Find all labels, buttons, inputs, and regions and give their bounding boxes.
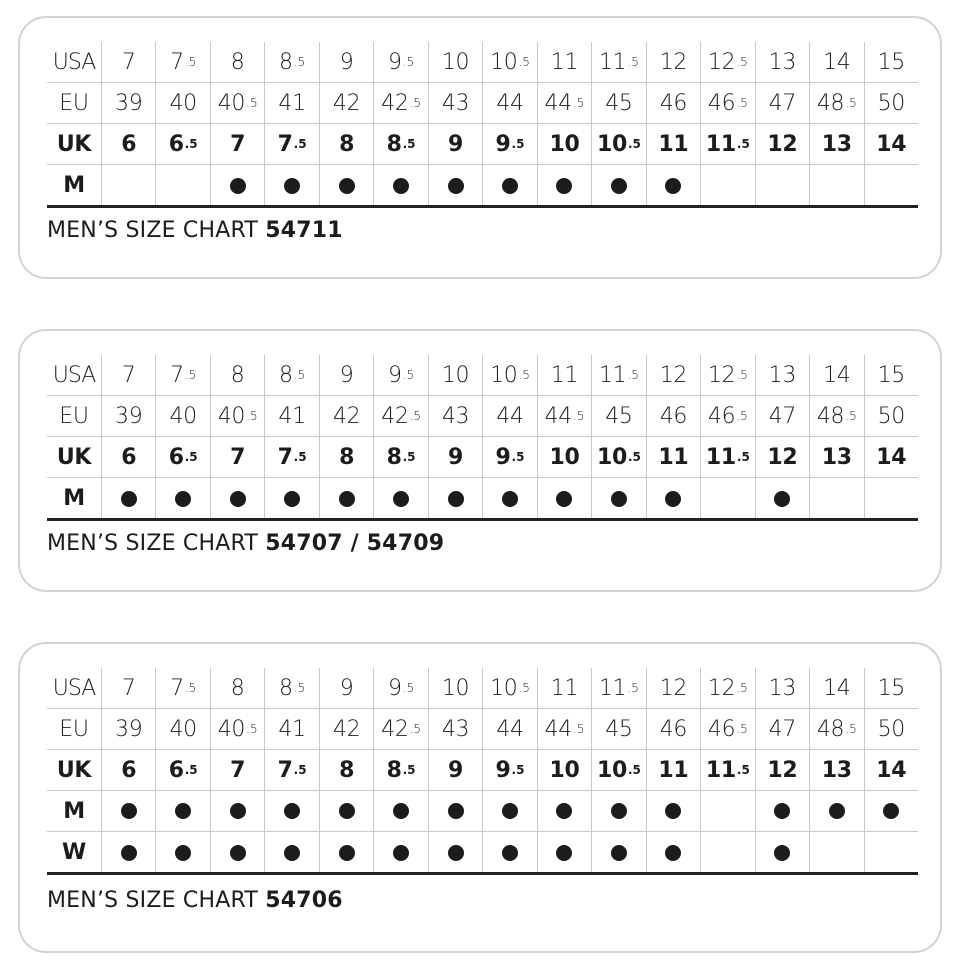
availability-cell bbox=[537, 478, 591, 519]
size-cell: 42 .5 bbox=[373, 709, 427, 750]
availability-cell bbox=[482, 791, 536, 832]
size-cell: 8 bbox=[319, 437, 373, 478]
size-cell: 42 bbox=[319, 83, 373, 124]
size-cell: 11 bbox=[646, 750, 700, 791]
availability-cell bbox=[210, 832, 264, 873]
availability-cell bbox=[537, 165, 591, 206]
size-cell: 8 .5 bbox=[264, 668, 318, 709]
available-dot-icon bbox=[665, 491, 681, 507]
size-cell: 7 .5 bbox=[155, 355, 209, 396]
available-dot-icon bbox=[339, 845, 355, 861]
size-cell: 9 bbox=[428, 437, 482, 478]
availability-cell bbox=[373, 832, 427, 873]
chart-caption: MEN’S SIZE CHART 54706 bbox=[47, 888, 343, 913]
size-cell: 48 .5 bbox=[809, 83, 863, 124]
size-cell: 39 bbox=[101, 396, 155, 437]
available-dot-icon bbox=[339, 178, 355, 194]
size-cell: 44 bbox=[482, 396, 536, 437]
size-cell: 42 bbox=[319, 396, 373, 437]
size-cell: 14 bbox=[809, 668, 863, 709]
size-cell: 6 .5 bbox=[155, 750, 209, 791]
size-cell: 15 bbox=[864, 355, 918, 396]
availability-cell bbox=[755, 791, 809, 832]
available-dot-icon bbox=[121, 491, 137, 507]
availability-cell bbox=[101, 165, 155, 206]
size-cell: 13 bbox=[809, 750, 863, 791]
size-cell: 40 bbox=[155, 396, 209, 437]
availability-cell bbox=[537, 791, 591, 832]
availability-cell bbox=[700, 165, 754, 206]
size-cell: 10 bbox=[428, 355, 482, 396]
size-cell: 14 bbox=[864, 437, 918, 478]
size-cell: 10 .5 bbox=[482, 42, 536, 83]
size-cell: 12 bbox=[646, 355, 700, 396]
available-dot-icon bbox=[448, 491, 464, 507]
size-cell: 10 bbox=[428, 668, 482, 709]
size-cell: 50 bbox=[864, 83, 918, 124]
row-label-width-m: M bbox=[63, 486, 85, 511]
size-cell: 9 bbox=[319, 42, 373, 83]
size-cell: 40 .5 bbox=[210, 709, 264, 750]
available-dot-icon bbox=[393, 845, 409, 861]
size-cell: 8 bbox=[210, 355, 264, 396]
size-cell: 44 bbox=[482, 709, 536, 750]
size-cell: 9 .5 bbox=[373, 668, 427, 709]
row-label-usa: USA bbox=[47, 668, 101, 709]
available-dot-icon bbox=[502, 491, 518, 507]
size-cell: 42 .5 bbox=[373, 83, 427, 124]
size-cell: 10 .5 bbox=[591, 750, 645, 791]
availability-cell bbox=[319, 832, 373, 873]
size-cell: 45 bbox=[591, 396, 645, 437]
size-cell: 13 bbox=[809, 437, 863, 478]
available-dot-icon bbox=[502, 178, 518, 194]
availability-cell bbox=[101, 791, 155, 832]
size-cell: 11 .5 bbox=[700, 750, 754, 791]
availability-cell bbox=[373, 791, 427, 832]
availability-cell bbox=[646, 791, 700, 832]
available-dot-icon bbox=[175, 803, 191, 819]
size-cell: 39 bbox=[101, 709, 155, 750]
availability-cell bbox=[646, 165, 700, 206]
size-cell: 14 bbox=[864, 750, 918, 791]
size-cell: 11 bbox=[646, 437, 700, 478]
availability-cell bbox=[864, 791, 918, 832]
row-label-usa: USA bbox=[47, 42, 101, 83]
size-cell: 7 bbox=[101, 42, 155, 83]
size-cell: 7 bbox=[101, 355, 155, 396]
size-cell: 11 .5 bbox=[591, 355, 645, 396]
size-cell: 9 .5 bbox=[482, 750, 536, 791]
size-chart-card-54706 bbox=[18, 642, 942, 953]
size-cell: 50 bbox=[864, 709, 918, 750]
availability-cell bbox=[210, 478, 264, 519]
size-cell: 6 bbox=[101, 124, 155, 165]
size-cell: 46 .5 bbox=[700, 709, 754, 750]
size-cell: 13 bbox=[809, 124, 863, 165]
size-cell: 44 bbox=[482, 83, 536, 124]
availability-cell bbox=[591, 165, 645, 206]
availability-cell bbox=[428, 832, 482, 873]
available-dot-icon bbox=[502, 845, 518, 861]
available-dot-icon bbox=[230, 491, 246, 507]
size-cell: 48 .5 bbox=[809, 709, 863, 750]
size-cell: 7 bbox=[210, 750, 264, 791]
size-cell: 14 bbox=[809, 355, 863, 396]
available-dot-icon bbox=[611, 178, 627, 194]
size-cell: 9 bbox=[428, 124, 482, 165]
size-cell: 10 .5 bbox=[482, 355, 536, 396]
table-rule bbox=[47, 872, 918, 875]
available-dot-icon bbox=[121, 845, 137, 861]
availability-cell bbox=[646, 478, 700, 519]
availability-cell bbox=[755, 832, 809, 873]
size-cell: 10 bbox=[537, 750, 591, 791]
availability-cell bbox=[319, 165, 373, 206]
availability-cell bbox=[210, 165, 264, 206]
size-cell: 7 bbox=[210, 124, 264, 165]
size-cell: 9 bbox=[319, 355, 373, 396]
availability-cell bbox=[864, 165, 918, 206]
size-cell: 13 bbox=[755, 668, 809, 709]
size-cell: 7 bbox=[210, 437, 264, 478]
row-label-eu: EU bbox=[47, 709, 101, 750]
available-dot-icon bbox=[448, 803, 464, 819]
size-cell: 9 .5 bbox=[482, 124, 536, 165]
size-cell: 47 bbox=[755, 83, 809, 124]
available-dot-icon bbox=[611, 491, 627, 507]
size-cell: 8 bbox=[210, 42, 264, 83]
availability-cell bbox=[428, 791, 482, 832]
model-number: 54706 bbox=[265, 888, 343, 913]
size-grid bbox=[47, 42, 918, 206]
availability-cell bbox=[264, 791, 318, 832]
row-label-usa: USA bbox=[47, 355, 101, 396]
available-dot-icon bbox=[665, 178, 681, 194]
availability-cell bbox=[482, 165, 536, 206]
size-cell: 13 bbox=[755, 355, 809, 396]
available-dot-icon bbox=[556, 845, 572, 861]
size-cell: 8 .5 bbox=[373, 437, 427, 478]
size-cell: 10 .5 bbox=[591, 124, 645, 165]
available-dot-icon bbox=[556, 491, 572, 507]
size-cell: 12 bbox=[755, 124, 809, 165]
size-grid bbox=[47, 668, 918, 873]
size-cell: 10 bbox=[537, 437, 591, 478]
size-cell: 9 .5 bbox=[373, 42, 427, 83]
available-dot-icon bbox=[339, 491, 355, 507]
size-cell: 41 bbox=[264, 83, 318, 124]
size-cell: 11 .5 bbox=[700, 124, 754, 165]
size-cell: 8 .5 bbox=[264, 42, 318, 83]
availability-cell bbox=[591, 791, 645, 832]
available-dot-icon bbox=[774, 491, 790, 507]
size-cell: 12 bbox=[646, 42, 700, 83]
availability-cell bbox=[700, 832, 754, 873]
size-cell: 10 .5 bbox=[591, 437, 645, 478]
available-dot-icon bbox=[284, 845, 300, 861]
size-cell: 12 bbox=[646, 668, 700, 709]
availability-cell bbox=[755, 165, 809, 206]
size-cell: 41 bbox=[264, 396, 318, 437]
size-cell: 12 .5 bbox=[700, 668, 754, 709]
available-dot-icon bbox=[665, 845, 681, 861]
availability-cell bbox=[482, 478, 536, 519]
size-cell: 7 bbox=[101, 668, 155, 709]
size-cell: 9 bbox=[319, 668, 373, 709]
available-dot-icon bbox=[284, 803, 300, 819]
available-dot-icon bbox=[175, 845, 191, 861]
availability-cell bbox=[809, 165, 863, 206]
available-dot-icon bbox=[556, 803, 572, 819]
size-cell: 6 bbox=[101, 750, 155, 791]
availability-cell bbox=[700, 478, 754, 519]
size-cell: 40 bbox=[155, 83, 209, 124]
availability-cell bbox=[646, 832, 700, 873]
size-cell: 8 bbox=[319, 750, 373, 791]
size-cell: 42 .5 bbox=[373, 396, 427, 437]
available-dot-icon bbox=[393, 803, 409, 819]
available-dot-icon bbox=[611, 845, 627, 861]
size-cell: 8 .5 bbox=[373, 750, 427, 791]
availability-cell bbox=[155, 791, 209, 832]
size-cell: 43 bbox=[428, 709, 482, 750]
availability-cell bbox=[210, 791, 264, 832]
size-cell: 6 bbox=[101, 437, 155, 478]
size-cell: 11 bbox=[646, 124, 700, 165]
size-cell: 11 .5 bbox=[700, 437, 754, 478]
size-cell: 9 .5 bbox=[482, 437, 536, 478]
available-dot-icon bbox=[448, 845, 464, 861]
available-dot-icon bbox=[284, 178, 300, 194]
row-label-eu: EU bbox=[47, 396, 101, 437]
size-cell: 7 .5 bbox=[264, 750, 318, 791]
size-cell: 47 bbox=[755, 709, 809, 750]
available-dot-icon bbox=[829, 803, 845, 819]
size-cell: 6 .5 bbox=[155, 437, 209, 478]
size-cell: 8 bbox=[319, 124, 373, 165]
available-dot-icon bbox=[774, 803, 790, 819]
size-cell: 40 bbox=[155, 709, 209, 750]
size-cell: 41 bbox=[264, 709, 318, 750]
size-cell: 50 bbox=[864, 396, 918, 437]
table-rule bbox=[47, 518, 918, 521]
size-cell: 11 bbox=[537, 668, 591, 709]
available-dot-icon bbox=[774, 845, 790, 861]
available-dot-icon bbox=[339, 803, 355, 819]
size-cell: 46 .5 bbox=[700, 83, 754, 124]
availability-cell bbox=[428, 165, 482, 206]
size-cell: 11 bbox=[537, 42, 591, 83]
size-cell: 7 .5 bbox=[264, 124, 318, 165]
size-cell: 10 .5 bbox=[482, 668, 536, 709]
availability-cell bbox=[101, 832, 155, 873]
available-dot-icon bbox=[883, 803, 899, 819]
availability-cell bbox=[264, 832, 318, 873]
size-cell: 11 .5 bbox=[591, 668, 645, 709]
model-number: 54707 / 54709 bbox=[265, 531, 445, 556]
availability-cell bbox=[373, 478, 427, 519]
availability-cell bbox=[537, 832, 591, 873]
available-dot-icon bbox=[175, 491, 191, 507]
size-cell: 12 bbox=[755, 437, 809, 478]
availability-cell bbox=[591, 832, 645, 873]
size-cell: 46 bbox=[646, 396, 700, 437]
size-cell: 14 bbox=[809, 42, 863, 83]
size-cell: 46 bbox=[646, 709, 700, 750]
size-cell: 15 bbox=[864, 668, 918, 709]
row-label-uk: UK bbox=[47, 437, 101, 478]
chart-caption: MEN’S SIZE CHART 54711 bbox=[47, 218, 343, 243]
available-dot-icon bbox=[284, 491, 300, 507]
size-cell: 39 bbox=[101, 83, 155, 124]
availability-cell bbox=[482, 832, 536, 873]
size-cell: 9 .5 bbox=[373, 355, 427, 396]
size-cell: 43 bbox=[428, 396, 482, 437]
row-label-width-m: M bbox=[47, 791, 101, 832]
availability-cell bbox=[809, 832, 863, 873]
size-cell: 9 bbox=[428, 750, 482, 791]
size-cell: 40 .5 bbox=[210, 396, 264, 437]
available-dot-icon bbox=[230, 178, 246, 194]
size-cell: 46 .5 bbox=[700, 396, 754, 437]
chart-caption: MEN’S SIZE CHART 54707 / 54709 bbox=[47, 531, 445, 556]
size-cell: 44 .5 bbox=[537, 83, 591, 124]
size-cell: 10 bbox=[537, 124, 591, 165]
row-label-width-m: M bbox=[63, 173, 85, 198]
size-grid bbox=[47, 355, 918, 519]
size-cell: 48 .5 bbox=[809, 396, 863, 437]
available-dot-icon bbox=[502, 803, 518, 819]
size-cell: 46 bbox=[646, 83, 700, 124]
size-cell: 14 bbox=[864, 124, 918, 165]
size-cell: 11 bbox=[537, 355, 591, 396]
available-dot-icon bbox=[230, 803, 246, 819]
size-cell: 45 bbox=[591, 709, 645, 750]
model-number: 54711 bbox=[265, 218, 343, 243]
size-cell: 7 .5 bbox=[155, 42, 209, 83]
size-cell: 12 bbox=[755, 750, 809, 791]
row-label-uk: UK bbox=[47, 750, 101, 791]
size-cell: 40 .5 bbox=[210, 83, 264, 124]
size-cell: 7 .5 bbox=[264, 437, 318, 478]
size-cell: 13 bbox=[755, 42, 809, 83]
size-cell: 8 .5 bbox=[264, 355, 318, 396]
available-dot-icon bbox=[448, 178, 464, 194]
available-dot-icon bbox=[611, 803, 627, 819]
availability-cell bbox=[319, 478, 373, 519]
availability-cell bbox=[264, 478, 318, 519]
availability-cell bbox=[155, 165, 209, 206]
availability-cell bbox=[864, 478, 918, 519]
available-dot-icon bbox=[230, 845, 246, 861]
availability-cell bbox=[101, 478, 155, 519]
size-cell: 44 .5 bbox=[537, 709, 591, 750]
availability-cell bbox=[155, 832, 209, 873]
size-cell: 8 bbox=[210, 668, 264, 709]
availability-cell bbox=[373, 165, 427, 206]
available-dot-icon bbox=[556, 178, 572, 194]
available-dot-icon bbox=[393, 178, 409, 194]
size-cell: 6 .5 bbox=[155, 124, 209, 165]
availability-cell bbox=[809, 791, 863, 832]
size-chart-card-54707-54709 bbox=[18, 329, 942, 592]
availability-cell bbox=[809, 478, 863, 519]
available-dot-icon bbox=[121, 803, 137, 819]
size-cell: 8 .5 bbox=[373, 124, 427, 165]
table-rule bbox=[47, 205, 918, 208]
availability-cell bbox=[755, 478, 809, 519]
size-cell: 44 .5 bbox=[537, 396, 591, 437]
size-cell: 10 bbox=[428, 42, 482, 83]
size-cell: 47 bbox=[755, 396, 809, 437]
size-cell: 12 .5 bbox=[700, 355, 754, 396]
row-label-uk: UK bbox=[47, 124, 101, 165]
availability-cell bbox=[319, 791, 373, 832]
available-dot-icon bbox=[665, 803, 681, 819]
size-cell: 7 .5 bbox=[155, 668, 209, 709]
availability-cell bbox=[155, 478, 209, 519]
size-cell: 42 bbox=[319, 709, 373, 750]
availability-cell bbox=[264, 165, 318, 206]
size-cell: 43 bbox=[428, 83, 482, 124]
available-dot-icon bbox=[393, 491, 409, 507]
availability-cell bbox=[591, 478, 645, 519]
availability-cell bbox=[428, 478, 482, 519]
availability-cell bbox=[864, 832, 918, 873]
size-cell: 11 .5 bbox=[591, 42, 645, 83]
size-cell: 12 .5 bbox=[700, 42, 754, 83]
size-cell: 15 bbox=[864, 42, 918, 83]
availability-cell bbox=[700, 791, 754, 832]
size-cell: 45 bbox=[591, 83, 645, 124]
row-label-width-w: W bbox=[62, 840, 86, 865]
size-chart-card-54711 bbox=[18, 16, 942, 279]
row-label-eu: EU bbox=[47, 83, 101, 124]
